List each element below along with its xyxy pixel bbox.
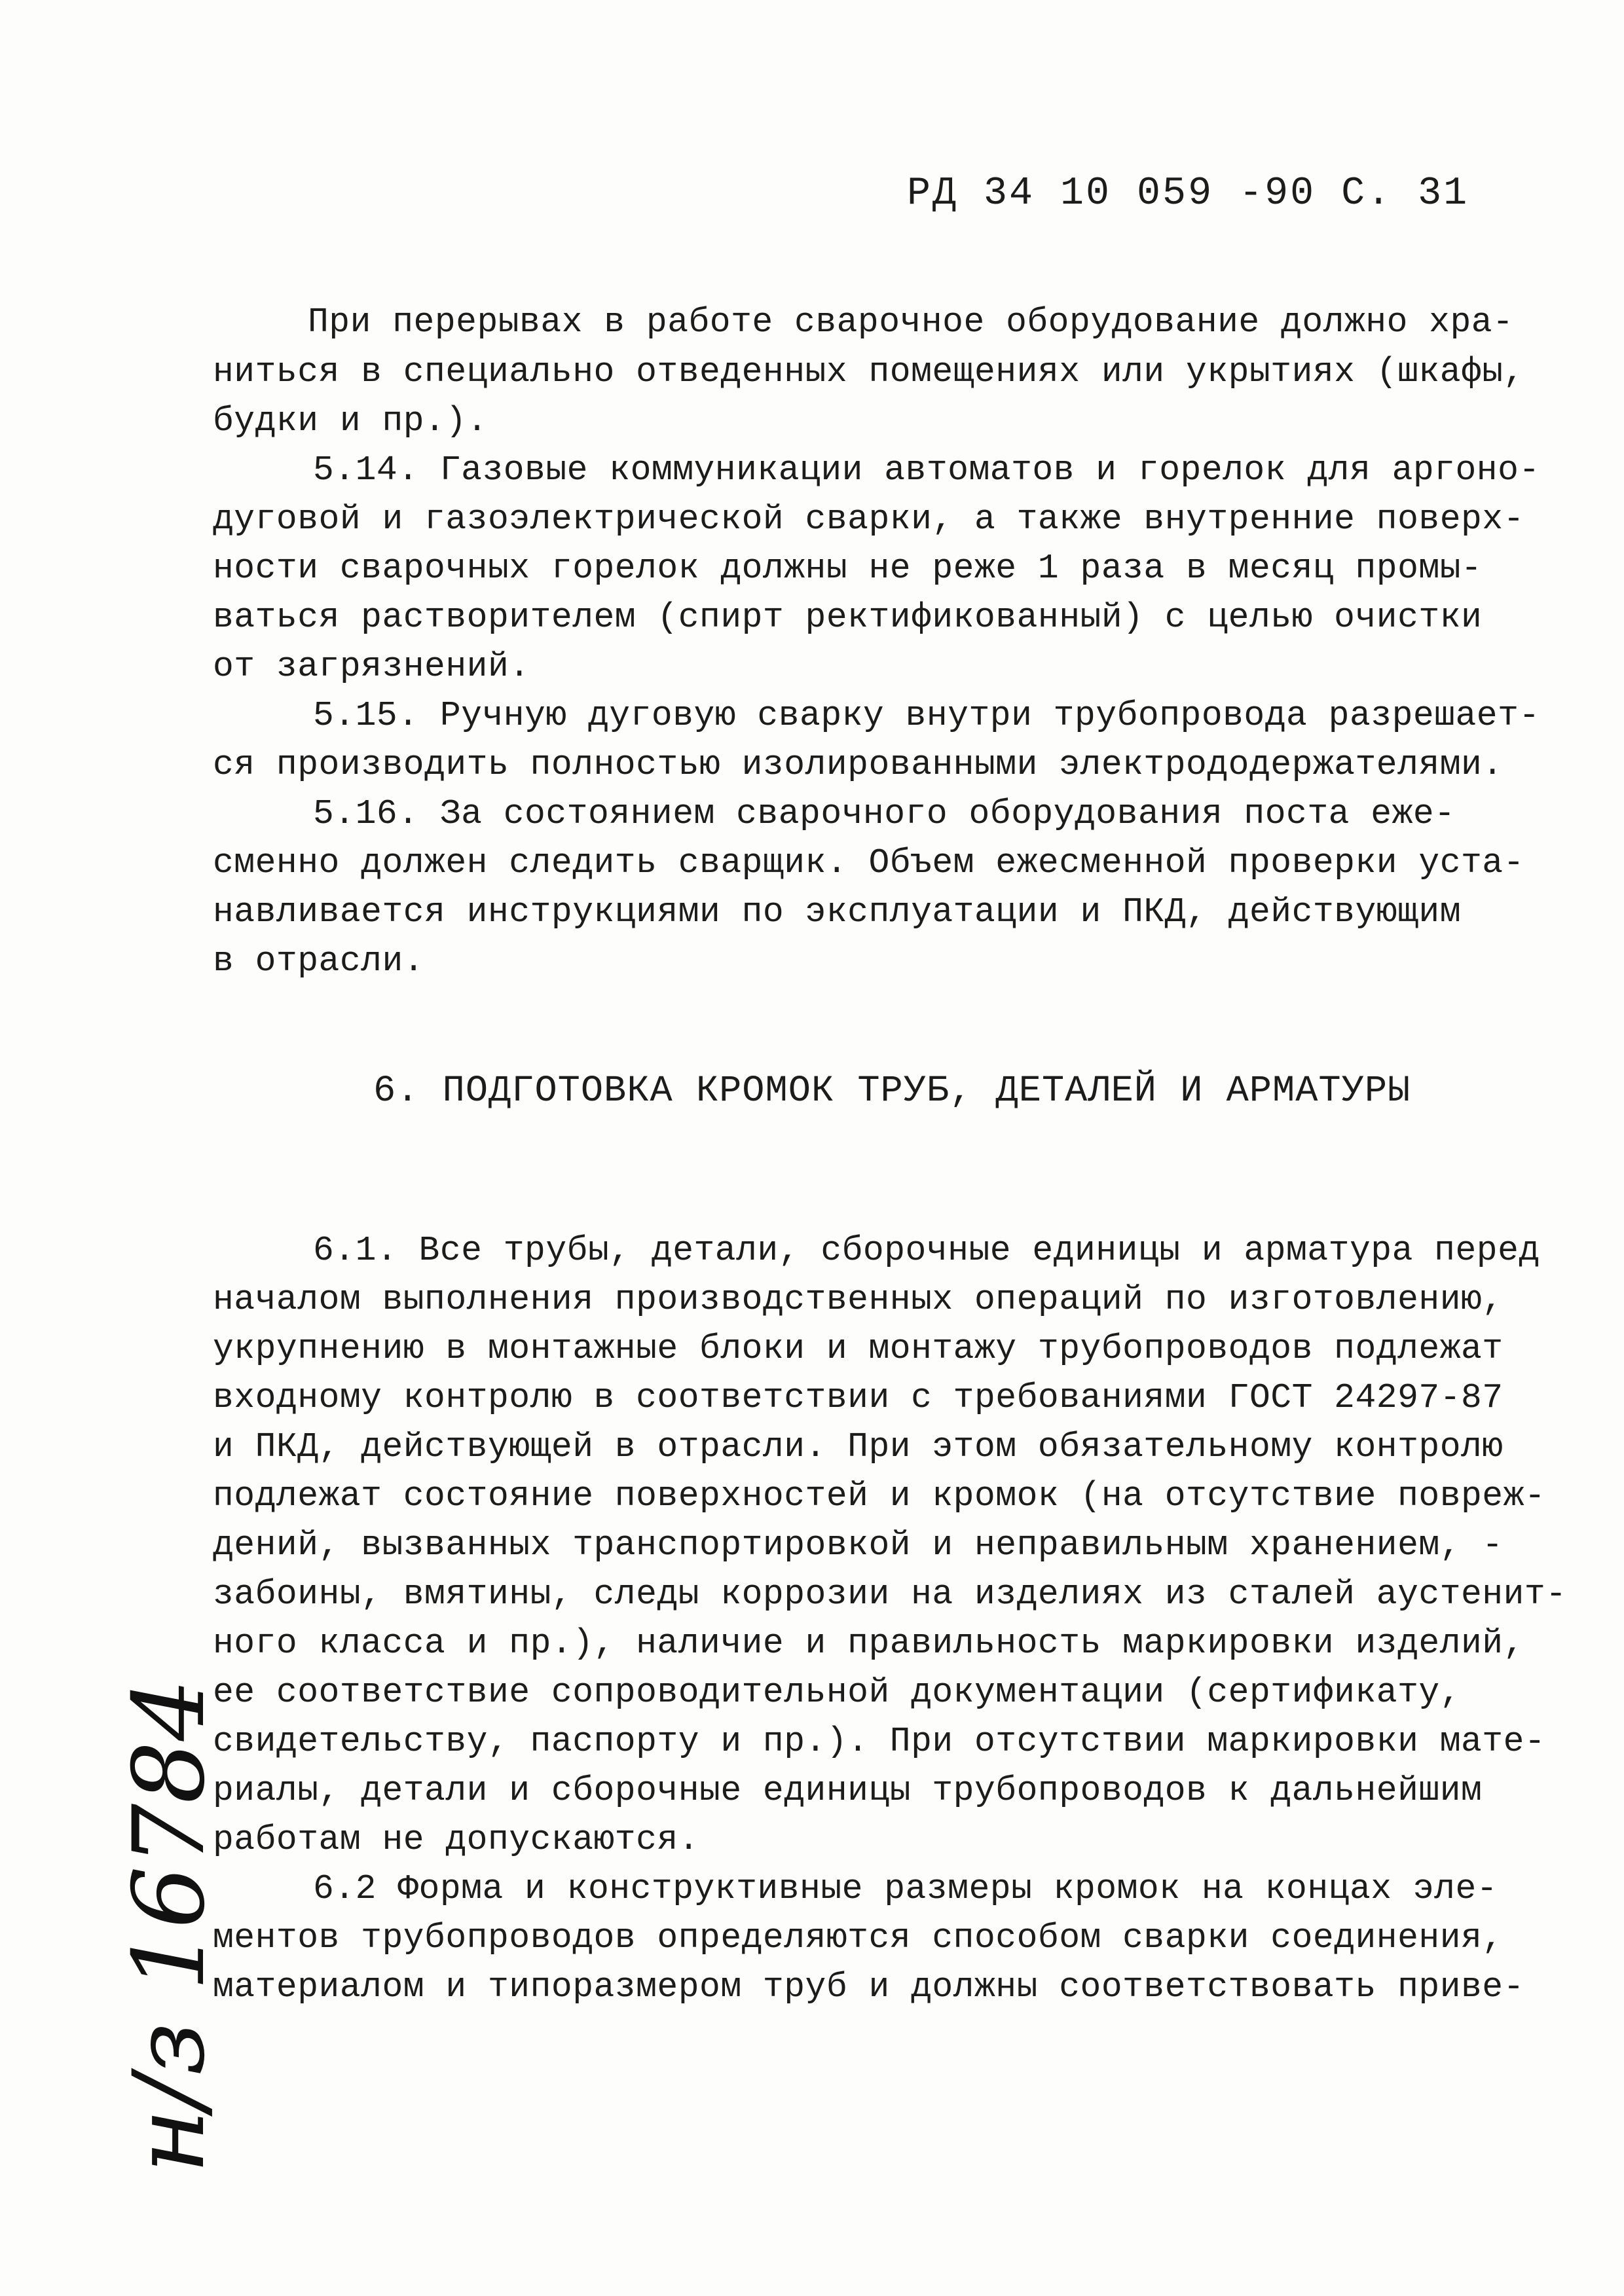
handwritten-note-svg <box>98 1676 242 2187</box>
text-line: ся производить полностью изолированными электрододержателями. <box>213 745 1504 784</box>
section-heading: 6. ПОДГОТОВКА КРОМОК ТРУБ, ДЕТАЛЕЙ И АРМАТУРЫ <box>373 1070 1411 1112</box>
text-line: ности сварочных горелок должны не реже 1 раза в месяц промы- <box>213 549 1483 588</box>
text-line: ее соответствие сопроводительной документации (сертификату, <box>213 1673 1462 1712</box>
text-line: сменно должен следить сварщик. Объем ежесменной проверки уста- <box>213 843 1524 883</box>
margin-note-text: н/з 16784 /31 <box>113 1676 227 2174</box>
text-line: работам не допускаются. <box>213 1820 700 1859</box>
text-line: 6.1. Все трубы, детали, сборочные единицы и арматура перед <box>313 1231 1540 1270</box>
text-line: будки и пр.). <box>213 401 488 441</box>
text-line: дений, вызванных транспортировкой и неправильным хранением, - <box>213 1525 1504 1565</box>
handwritten-margin-note <box>98 1676 242 2187</box>
text-line: ментов трубопроводов определяются способом сварки соединения, <box>213 1918 1504 1958</box>
page-header-doc-ref: РД 34 10 059 -90 С. 31 <box>907 172 1469 216</box>
text-line: 5.16. За состоянием сварочного оборудования поста еже- <box>313 794 1456 833</box>
text-line: ниться в специально отведенных помещениях или укрытиях (шкафы, <box>213 352 1524 392</box>
text-line: входному контролю в соответствии с требованиями ГОСТ 24297-87 <box>213 1378 1504 1417</box>
text-line: началом выполнения производственных операций по изготовлению, <box>213 1280 1504 1319</box>
text-line: риалы, детали и сборочные единицы трубопроводов к дальнейшим <box>213 1771 1483 1810</box>
text-line: дуговой и газоэлектрической сварки, а также внутренние поверх- <box>213 500 1524 539</box>
text-line: подлежат состояние поверхностей и кромок (на отсутствие повреж- <box>213 1476 1546 1516</box>
text-line: в отрасли. <box>213 941 425 981</box>
text-line: и ПКД, действующей в отрасли. При этом обязательному контролю <box>213 1427 1504 1467</box>
text-line: 5.15. Ручную дуговую сварку внутри трубопровода разрешает- <box>313 696 1540 735</box>
text-line: свидетельству, паспорту и пр.). При отсутствии маркировки мате- <box>213 1722 1546 1761</box>
text-line: ваться растворителем (спирт ректификованный) с целью очистки <box>213 598 1483 637</box>
text-line: 5.14. Газовые коммуникации автоматов и горелок для аргоно- <box>313 450 1540 490</box>
text-line: 6.2 Форма и конструктивные размеры кромок на концах эле- <box>313 1869 1498 1908</box>
text-line: укрупнению в монтажные блоки и монтажу трубопроводов подлежат <box>213 1329 1504 1368</box>
text-line: При перерывах в работе сварочное оборудование должно хра- <box>308 302 1514 342</box>
text-line: от загрязнений. <box>213 647 530 686</box>
text-line: материалом и типоразмером труб и должны соответствовать приве- <box>213 1967 1524 2007</box>
text-line: ного класса и пр.), наличие и правильность маркировки изделий, <box>213 1624 1524 1663</box>
text-line: забоины, вмятины, следы коррозии на изделиях из сталей аустенит- <box>213 1575 1567 1614</box>
text-line: навливается инструкциями по эксплуатации и ПКД, действующим <box>213 892 1462 932</box>
